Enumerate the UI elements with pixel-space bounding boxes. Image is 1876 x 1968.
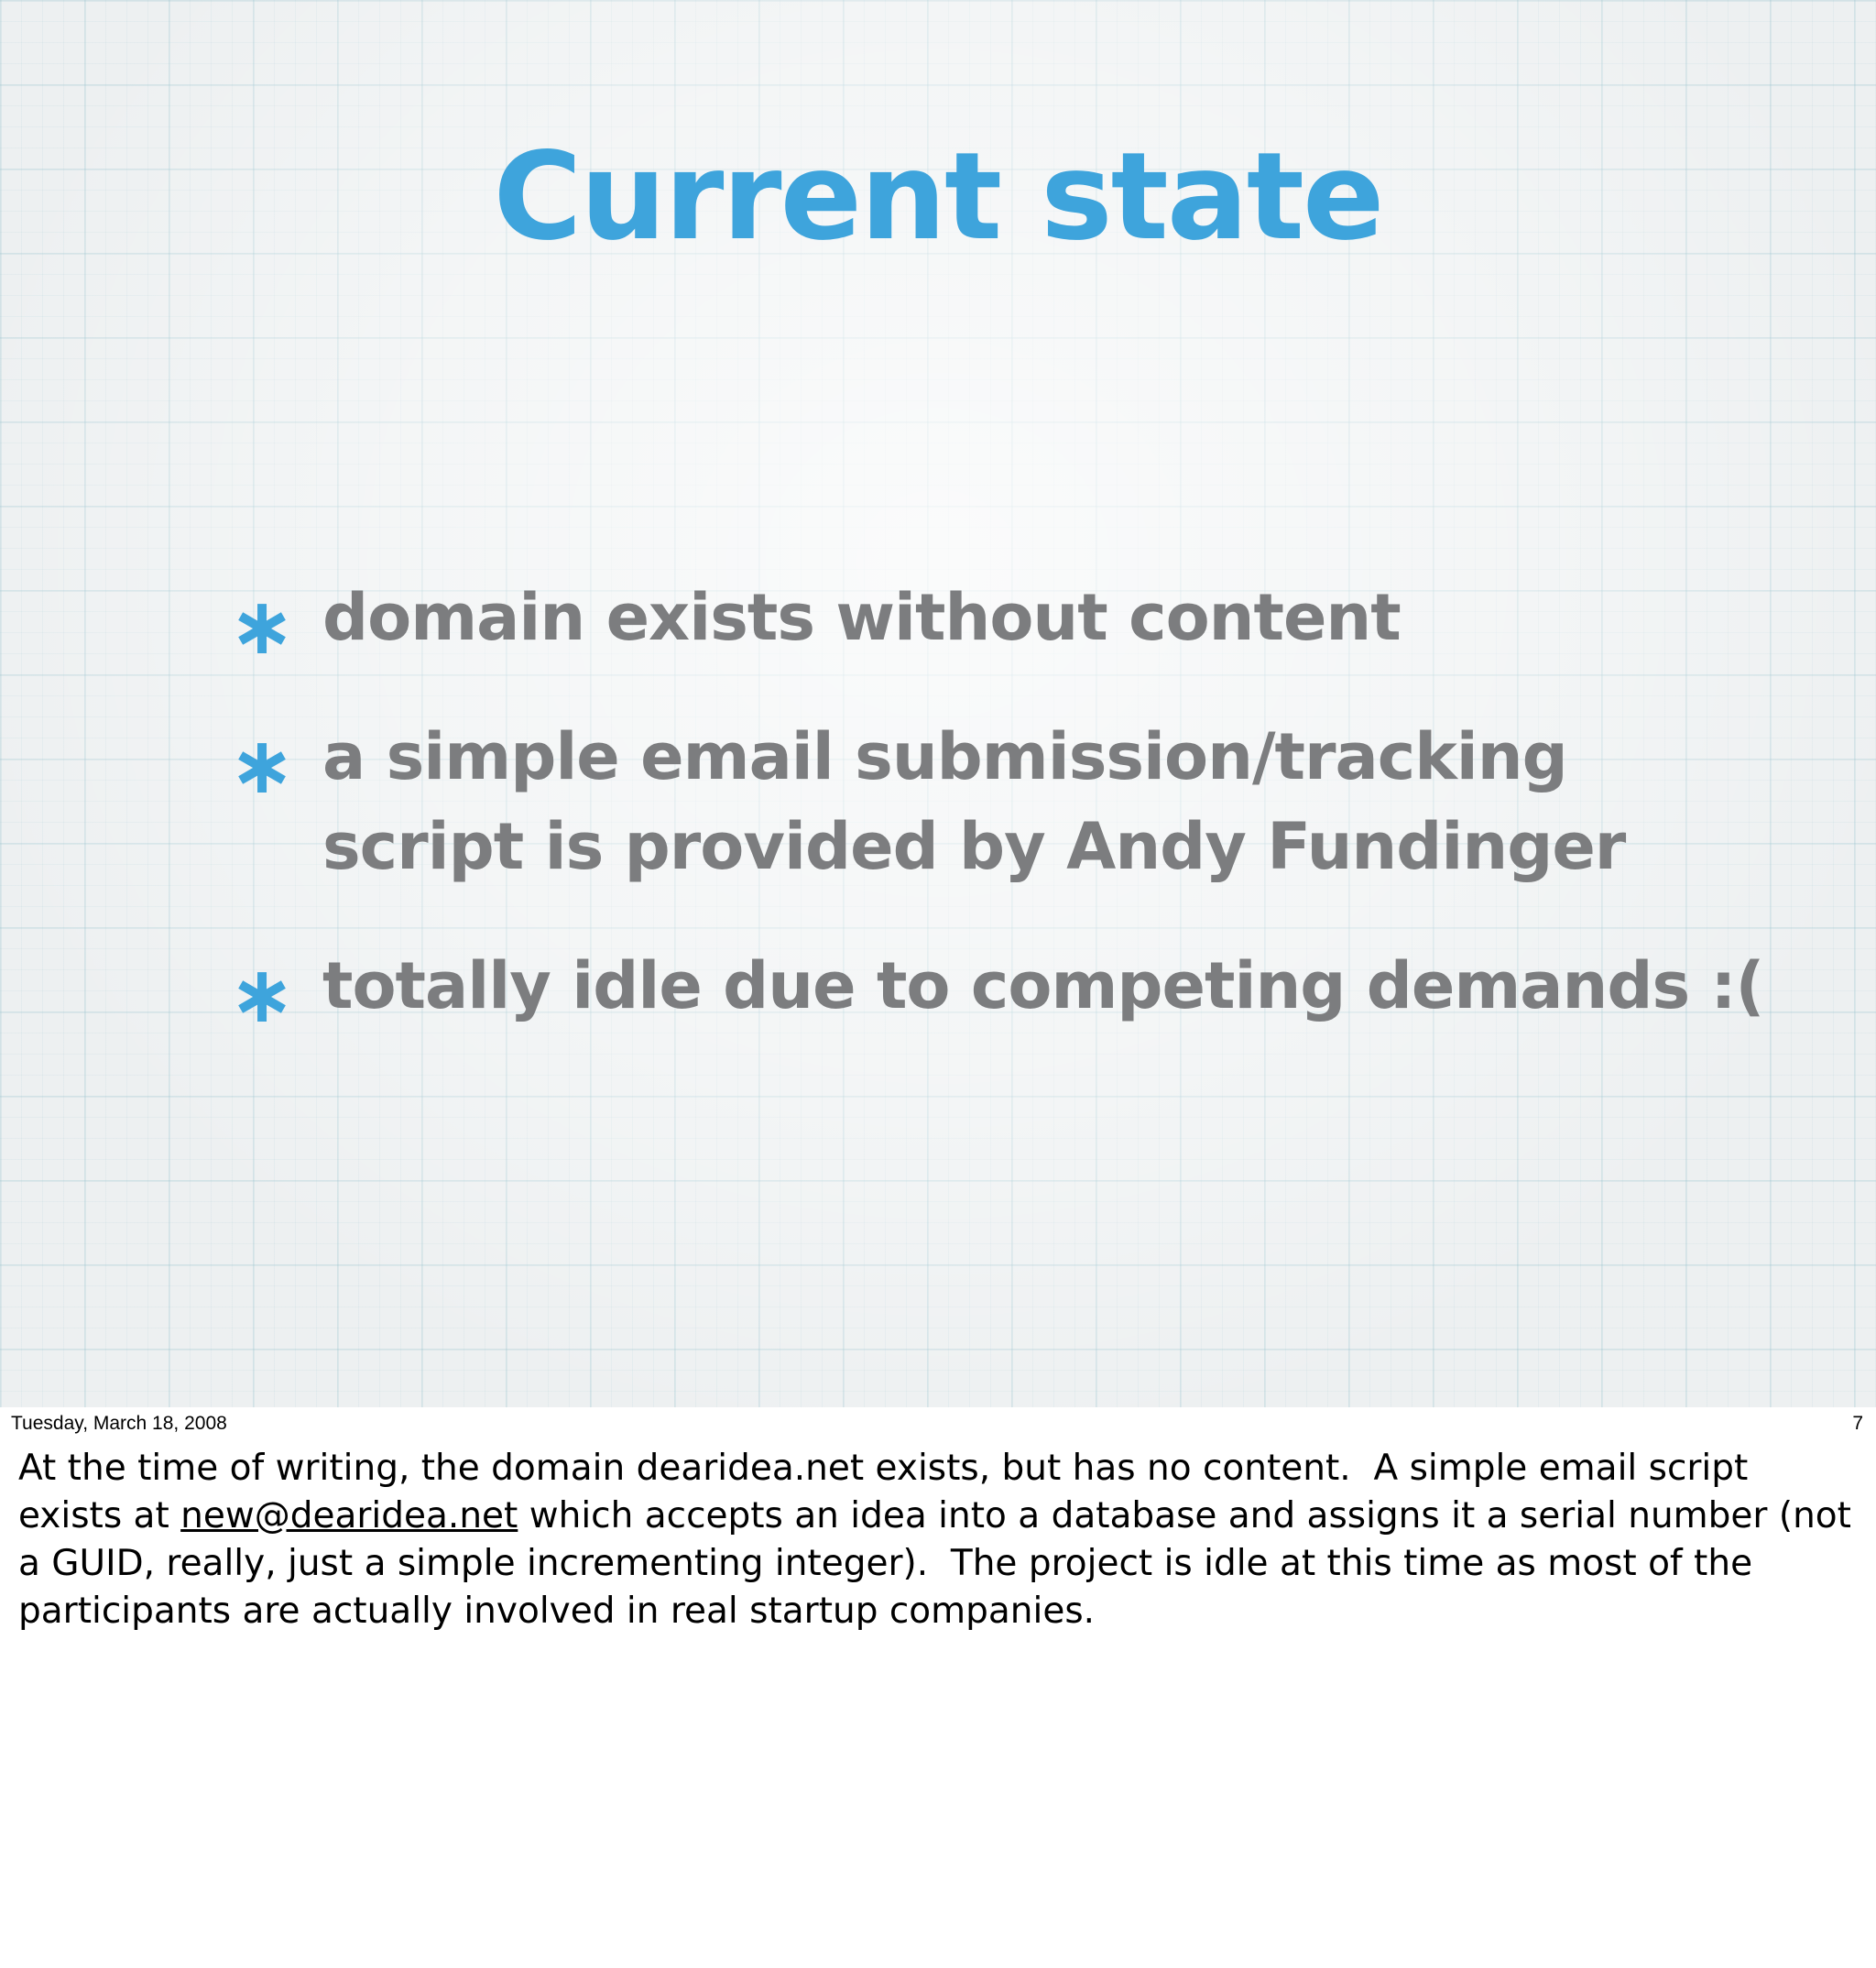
asterisk-icon: ∗ xyxy=(229,581,295,672)
speaker-notes xyxy=(18,1445,1863,1635)
email-link[interactable]: new@dearidea.net xyxy=(180,1495,518,1536)
slide-title: Current state xyxy=(493,126,1383,268)
notes-text: which accepts an idea into a database and assigns it a serial number (not a GUID, really, just a simple incrementing integer). The project is idle at this time as most of the participants are actually involved in real startup companies. xyxy=(18,1495,1863,1632)
bullet-text: domain exists without content xyxy=(322,580,1401,655)
footer-date: Tuesday, March 18, 2008 xyxy=(11,1413,227,1434)
bullet-item xyxy=(229,573,1786,672)
bullet-text: a simple email submission/tracking script is provided by Andy Fundinger xyxy=(322,719,1626,884)
bullet-item xyxy=(229,941,1786,1041)
page-number: 7 xyxy=(1852,1413,1863,1434)
asterisk-icon: ∗ xyxy=(229,720,295,812)
notes-text: At the time of writing, the domain dearidea.net exists, but has no content. A simple email script exists at xyxy=(18,1448,1760,1536)
bullet-list xyxy=(229,573,1786,1080)
bullet-item xyxy=(229,712,1786,891)
bullet-text: totally idle due to competing demands :( xyxy=(322,948,1764,1023)
asterisk-icon: ∗ xyxy=(229,949,295,1041)
